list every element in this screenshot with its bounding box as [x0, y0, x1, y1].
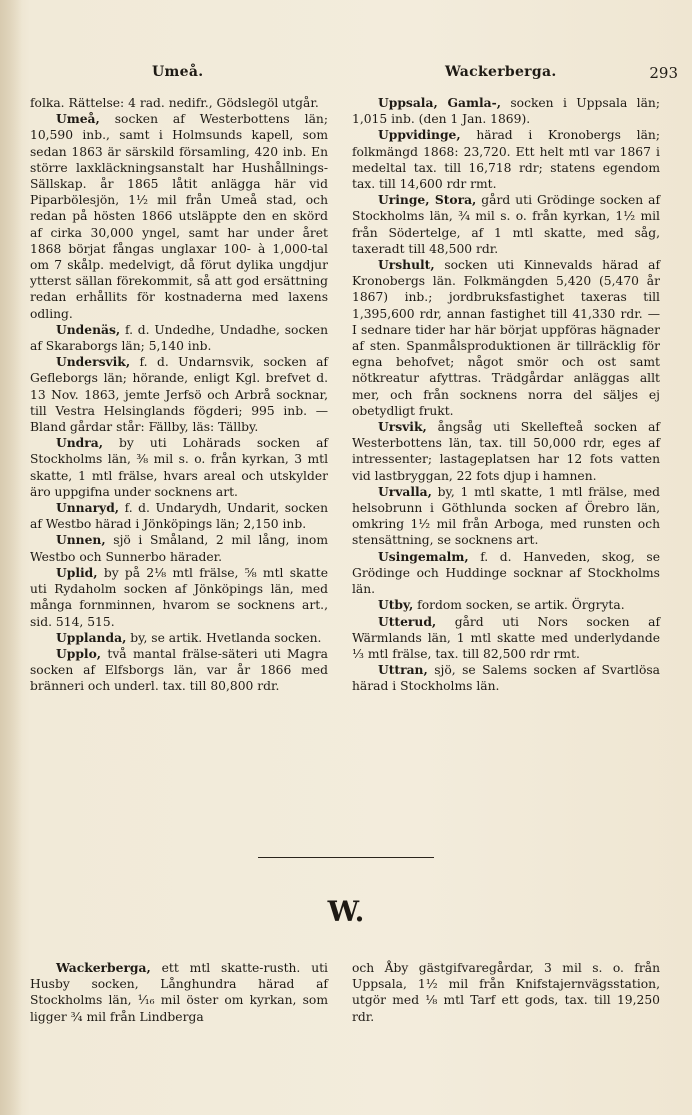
dictionary-entry: [30, 354, 328, 435]
dictionary-entry: [352, 614, 660, 663]
entry-headword: Undra,: [56, 435, 103, 451]
entry-headword: Utterud,: [378, 613, 437, 629]
entry-text: by på 2⅛ mtl frälse, ⅝ mtl skatte uti Rydaholm socken af Jönköpings län, med många fornminnen, hvarom se socknens art., sid. 514, 515.: [30, 565, 328, 629]
entry-headword: Upplo,: [56, 645, 102, 661]
entry-headword: Uringe, Stora,: [378, 192, 477, 208]
entry-text: gård uti Nors socken af Wärmlands län, 1 mtl skatte med underlydande ⅓ mtl frälse, tax. till 82,500 rdr rmt.: [352, 614, 660, 661]
right-column: [352, 95, 660, 695]
entry-text: härad i Kronobergs län; folkmängd 1868: 23,720. Ett helt mtl var 1867 i medeltal tax. till 16,718 rdr; statens egendom tax. till 14,600 rdr rmt.: [352, 128, 660, 192]
entry-text: f. d. Undarydh, Undarit, socken af Westbo härad i Jönköpings län; 2,150 inb.: [30, 501, 328, 532]
entry-headword: Undenäs,: [56, 321, 121, 337]
dictionary-entry: [352, 597, 660, 613]
entry-headword: Utby,: [378, 597, 414, 613]
entry-text: by, se artik. Hvetlanda socken.: [126, 630, 322, 645]
dictionary-entry: [30, 646, 328, 695]
entry-text: ett mtl skatte-rusth. uti Husby socken, Långhundra härad af Stockholms län, ¹⁄₁₆ mil öster om kyrkan, som ligger ¾ mil från Lindberga: [30, 961, 328, 1024]
entry-headword: Uttran,: [378, 662, 428, 678]
dictionary-entry: [352, 549, 660, 598]
running-header: [30, 64, 678, 88]
binding-shadow: [0, 0, 22, 1115]
entry-headword: Urshult,: [378, 257, 435, 273]
entry-text: socken uti Kinnevalds härad af Kronobergs län. Folkmängden 5,420 (5,470 år 1867) inb.; jordbruksfastighet taxeras till 1,395,600 rdr, annan fastighet till 41,330 rdr. — I sednare tider har här börjat uppföras hägnader af sten. Spanmålsproduktionen är tillräcklig för egna behofvet; något smör och ost samt nötkreatur afyttras. Trädgårdar anläggas allt mer, och från socknens norra del säljes ej obetydligt frukt.: [352, 258, 660, 418]
entry-headword: Unnaryd,: [56, 500, 120, 516]
entry-text: f. d. Hanveden, skog, se Grödinge och Huddinge socknar af Stockholms län.: [352, 549, 660, 597]
dictionary-entry: [30, 500, 328, 532]
entry-text: fordom socken, se artik. Örgryta.: [413, 598, 625, 613]
entry-text: f. d. Undedhe, Undadhe, socken af Skaraborgs län; 5,140 inb.: [30, 322, 328, 354]
entry-text: f. d. Undarnsvik, socken af Gefleborgs län; hörande, enligt Kgl. brefvet d. 13 Nov. 1863, jemte Jerfsö och Arbrå socknar, till Vestra Helsinglands fögderi; 995 inb. — Bland gårdar står: Fällby, läs: Tällby.: [30, 355, 328, 435]
entry-text: socken af Westerbottens län; 10,590 inb., samt i Holmsunds kapell, som sedan 1863 är särskild församling, 420 inb. En större laxkläckningsanstalt har Hushållnings-Sällskap. år 1865 låtit anlägga här vid Piparbölesjön, 1½ mil från Umeå stad, och redan på hösten 1866 utsläppte den en skörd af cirka 30,000 yngel, samt har under året 1868 börjat fångas unglaxar 100- à 1,000-tal om 7 skålp. medelvigt, då förut dylika ungdjur ytterst sällan förekommit, så att god ersättning redan erhållits för kostnaderna med laxens odling.: [30, 112, 328, 321]
entry-text: folka. Rättelse: 4 rad. nedifr., Gödslegöl utgår.: [30, 96, 319, 110]
dictionary-entry: [352, 960, 660, 1025]
entry-text: ångsåg uti Skellefteå socken af Westerbottens län, tax. till 50,000 rdr, eges af intressenter; lastageplatsen har 12 fots vatten vid lastbryggan, 22 fots djup i hamnen.: [352, 420, 660, 483]
entry-headword: Usingemalm,: [378, 548, 469, 564]
header-left-word: Umeå.: [152, 64, 204, 80]
header-center-word: Wackerberga.: [445, 64, 557, 80]
entry-headword: Uplid,: [56, 564, 98, 580]
dictionary-entry: [352, 95, 660, 127]
entry-headword: Upplanda,: [56, 629, 127, 645]
entry-headword: Ursvik,: [378, 419, 427, 435]
entry-text: socken i Uppsala län; 1,015 inb. (den 1 Jan. 1869).: [352, 96, 660, 127]
dictionary-entry: [30, 532, 328, 564]
dictionary-entry: [30, 435, 328, 500]
dictionary-entry: [352, 662, 660, 694]
section-letter: W.: [327, 895, 365, 928]
dictionary-entry: [30, 630, 328, 646]
entry-headword: Uppsala, Gamla-,: [378, 95, 501, 110]
entry-headword: Unnen,: [56, 532, 106, 548]
dictionary-entry: [30, 111, 328, 322]
page-number: 293: [649, 64, 678, 82]
entry-text: gård uti Grödinge socken af Stockholms län, ¾ mil s. o. från kyrkan, 1½ mil från Södertelge, af 1 mtl skatte, med såg, taxeradt till 48,500 rdr.: [352, 193, 660, 256]
bottom-right-column: [352, 960, 660, 1025]
dictionary-entry: [352, 419, 660, 484]
entry-text: två mantal frälse-säteri uti Magra socken af Elfsborgs län, var år 1866 med bränneri och underl. tax. till 80,800 rdr.: [30, 646, 328, 694]
dictionary-entry: [352, 127, 660, 192]
section-divider: [258, 857, 434, 858]
entry-headword: Undersvik,: [56, 354, 131, 370]
dictionary-entry: [352, 192, 660, 257]
left-column: [30, 95, 328, 695]
entry-text: sjö, se Salems socken af Svartlösa härad i Stockholms län.: [352, 663, 660, 694]
bottom-left-column: [30, 960, 328, 1025]
dictionary-entry: [30, 565, 328, 630]
dictionary-entry: [30, 322, 328, 354]
dictionary-entry: [30, 960, 328, 1025]
entry-headword: Umeå,: [56, 111, 100, 127]
entry-headword: Wackerberga,: [56, 960, 151, 975]
dictionary-entry: [30, 95, 328, 111]
entry-text: by uti Lohärads socken af Stockholms län, ⅜ mil s. o. från kyrkan, 3 mtl skatte, 1 mtl frälse, hvars areal och utskylder äro uppgifna under socknens art.: [30, 436, 328, 499]
entry-text: by, 1 mtl skatte, 1 mtl frälse, med helsobrunn i Göthlunda socken af Örebro län, omkring 1½ mil från Arboga, med runsten och stensättning, se socknens art.: [352, 484, 660, 548]
dictionary-entry: [352, 484, 660, 549]
entry-headword: Urvalla,: [378, 483, 432, 499]
dictionary-entry: [352, 257, 660, 419]
entry-text: och Åby gästgifvaregårdar, 3 mil s. o. från Uppsala, 1½ mil från Knifstajernvägsstation, utgör med ⅛ mtl Tarf ett gods, tax. till 19,250 rdr.: [352, 961, 660, 1024]
entry-headword: Uppvidinge,: [378, 127, 461, 143]
entry-text: sjö i Småland, 2 mil lång, inom Westbo och Sunnerbo härader.: [30, 533, 328, 564]
